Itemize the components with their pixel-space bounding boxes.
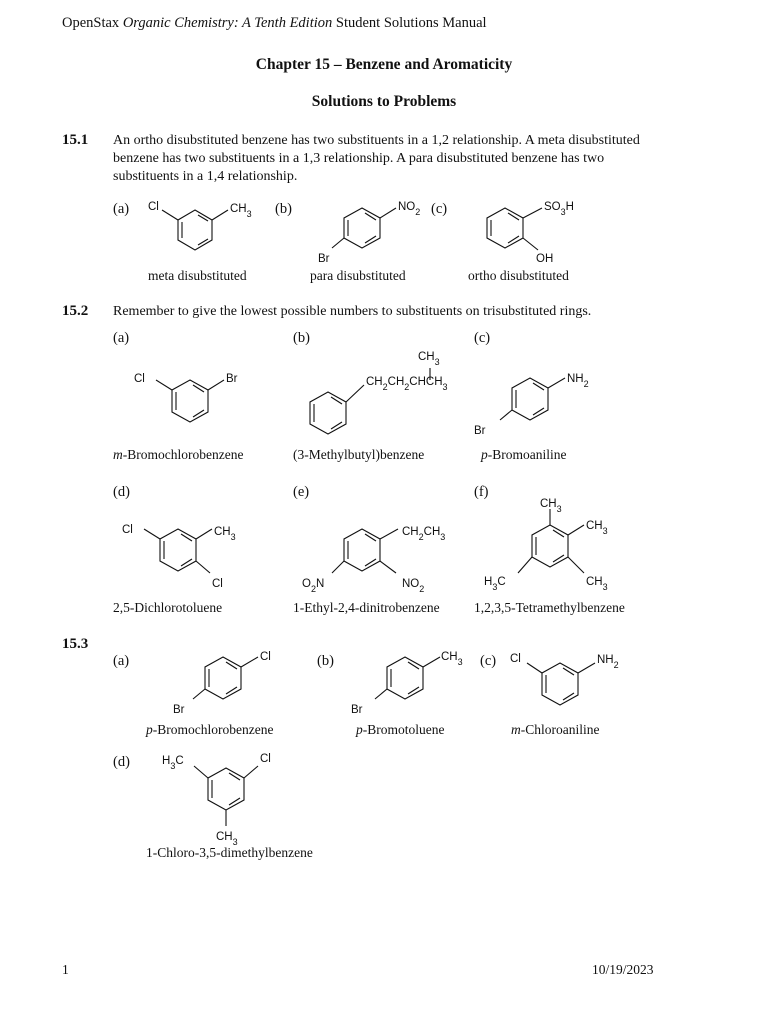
structure-caption: [293, 600, 440, 616]
part-label: (d): [113, 484, 130, 500]
structure-para-bromonitrobenzene: [300, 190, 430, 270]
problem-text: An ortho disubstituted benzene has two substituents in a 1,2 relationship. A meta disubstituted benzene has two substituents in a 1,3 relationship. A para disubstituted benzene has two substituents in a 1,4 relationship.: [113, 133, 640, 184]
substituent-label: $CH_3$: [586, 520, 608, 536]
header-book-title: Organic Chemistry: A Tenth Edition: [122, 15, 333, 31]
substituent-label: $NO_2$: [402, 578, 425, 594]
structure-caption: [474, 600, 625, 616]
part-label: (d): [113, 754, 130, 770]
structure-caption: para disubstituted: [310, 268, 406, 283]
structure-caption: [146, 845, 313, 861]
structure-p-bromotoluene: [345, 645, 475, 725]
problem-number: 15.3: [62, 636, 89, 652]
part-label: (b): [275, 201, 292, 217]
problem-number: 15.1: [62, 132, 89, 148]
substituent-label: $NO_2$: [398, 201, 421, 217]
substituent-label: $CH_3$: [586, 576, 608, 592]
page-number: 1: [62, 962, 69, 977]
substituent-label: Br: [226, 373, 238, 385]
structure-ortho-hydroxybenzenesulfonic-acid: [470, 190, 600, 270]
caption-name: 2,5-Dichlorotoluene: [113, 600, 223, 615]
structure-1-2-3-5-tetramethylbenzene: [480, 495, 630, 595]
structure-1-ethyl-2-4-dinitrobenzene: [298, 515, 468, 595]
substituent-label: Cl: [260, 651, 271, 663]
caption-prefix: p: [356, 722, 363, 737]
substituent-label: Cl: [134, 373, 145, 385]
structure-p-bromochlorobenzene: [168, 645, 298, 725]
problem-text: Remember to give the lowest possible numbers to substituents on trisubstituted rings.: [113, 304, 592, 319]
substituent-label: OH: [536, 253, 554, 265]
part-label: (a): [113, 201, 130, 217]
caption-prefix: p: [146, 722, 153, 737]
part-label: (b): [317, 653, 334, 669]
substituent-label: $CH_3$: [216, 831, 238, 847]
substituent-label: $SO_3H$: [544, 201, 574, 217]
structure-caption: [113, 447, 243, 463]
structure-meta-chlorotoluene: [140, 190, 270, 270]
part-label: (e): [293, 484, 310, 500]
substituent-label: $CH_3$: [418, 351, 440, 367]
structure-1-chloro-3-5-dimethylbenzene: [160, 742, 300, 852]
substituent-label: $CH_3$: [441, 651, 463, 667]
substituent-label: Br: [173, 704, 185, 716]
substituent-label: Br: [318, 253, 330, 265]
substituent-label: $H_3C$: [484, 576, 506, 592]
running-header: [62, 15, 487, 32]
part-label: (c): [480, 653, 497, 669]
caption-prefix: p: [481, 447, 488, 462]
footer-date: 10/19/2023: [592, 962, 654, 977]
substituent-label: $NH_2$: [597, 654, 619, 670]
structure-m-bromochlorobenzene: [130, 360, 260, 440]
caption-prefix: m: [113, 447, 123, 462]
structure-caption: [511, 722, 599, 738]
structure-m-chloroaniline: [505, 645, 645, 725]
part-label: (c): [474, 330, 491, 346]
substituent-label: $CH_3$: [540, 498, 562, 514]
part-label: (c): [431, 201, 448, 217]
caption-name: 1,2,3,5-Tetramethylbenzene: [474, 600, 625, 615]
substituent-label: Br: [474, 425, 486, 437]
caption-name: -Bromochlorobenzene: [122, 447, 244, 462]
substituent-label: Cl: [122, 524, 133, 536]
structure-caption: meta disubstituted: [148, 268, 247, 283]
structure-caption: [356, 722, 444, 738]
caption-name: 1-Ethyl-2,4-dinitrobenzene: [293, 600, 440, 615]
section-title: Solutions to Problems: [311, 93, 457, 110]
structure-caption: [146, 722, 273, 738]
substituent-label: Br: [351, 704, 363, 716]
header-prefix: OpenStax: [62, 15, 123, 31]
substituent-label: Cl: [148, 201, 159, 213]
substituent-label: $NH_2$: [567, 373, 589, 389]
part-label: (a): [113, 330, 130, 346]
caption-name: -Bromoaniline: [487, 447, 567, 462]
caption-name: -Bromochlorobenzene: [152, 722, 274, 737]
caption-name: -Chloroaniline: [520, 722, 600, 737]
substituent-label: $CH_2CH_2CHCH_3$: [366, 376, 448, 392]
caption-prefix: m: [511, 722, 521, 737]
part-label: (b): [293, 330, 310, 346]
substituent-label: $H_3C$: [162, 755, 184, 771]
structure-caption: ortho disubstituted: [468, 268, 569, 283]
problem-number: 15.2: [62, 303, 89, 319]
caption-name: (3-Methylbutyl)benzene: [293, 447, 425, 462]
structure-p-bromoaniline: [470, 360, 610, 440]
substituent-label: Cl: [510, 653, 521, 665]
part-label: (f): [474, 484, 489, 500]
caption-name: 1-Chloro-3,5-dimethylbenzene: [146, 845, 313, 860]
chapter-title: Chapter 15 – Benzene and Aromaticity: [255, 56, 513, 73]
structure-3-methylbutylbenzene: [300, 340, 480, 440]
structure-2-5-dichlorotoluene: [118, 515, 268, 595]
part-label: (a): [113, 653, 130, 669]
substituent-label: Cl: [260, 753, 271, 765]
substituent-label: $O_2N$: [302, 578, 325, 594]
structure-caption: [481, 447, 566, 463]
substituent-label: $CH_3$: [230, 203, 252, 219]
substituent-label: $CH_2CH_3$: [402, 526, 446, 542]
substituent-label: $CH_3$: [214, 526, 236, 542]
structure-caption: [293, 447, 424, 463]
caption-name: -Bromotoluene: [362, 722, 445, 737]
header-suffix: Student Solutions Manual: [332, 15, 487, 31]
structure-caption: [113, 600, 222, 616]
substituent-label: Cl: [212, 578, 223, 590]
